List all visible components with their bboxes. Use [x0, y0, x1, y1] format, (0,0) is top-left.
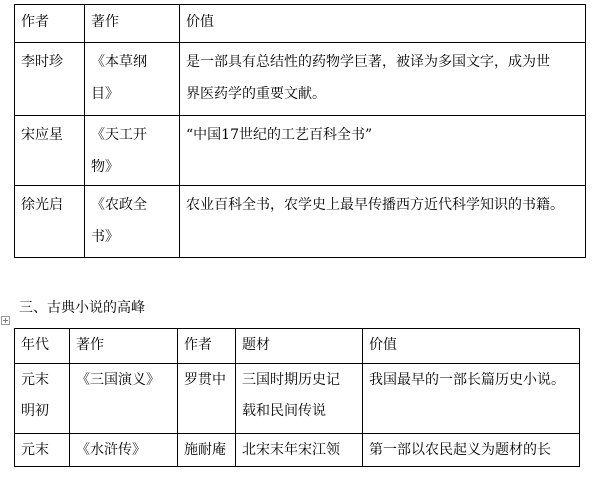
- header-author: 作者: [15, 5, 85, 43]
- header-theme: 题材: [236, 329, 363, 364]
- table-header-row: [15, 329, 580, 364]
- header-value: 价值: [180, 5, 586, 43]
- table-row: [15, 116, 586, 186]
- work-line: 《本草纲: [91, 54, 147, 70]
- author-cell: 徐光启: [15, 186, 85, 258]
- work-cell: [85, 43, 180, 116]
- value-cell: 我国最早的一部长篇历史小说。: [363, 364, 580, 434]
- section-heading: 三、古典小说的高峰: [19, 300, 145, 316]
- work-line: 《天工开: [91, 127, 147, 143]
- work-cell: 《三国演义》: [70, 364, 178, 434]
- scientists-table: [14, 4, 586, 258]
- value-line: 是一部具有总结性的药物学巨著，被译为多国文字，成为世: [186, 54, 550, 70]
- work-cell: 《水浒传》: [70, 434, 178, 467]
- table-row: [15, 434, 580, 467]
- theme-cell: [236, 434, 363, 467]
- theme-line: 载和民间传说: [242, 403, 326, 419]
- value-line: 农业百科全书，农学史上最早传播西方近代科学知识的书籍。: [186, 197, 564, 213]
- header-era: 年代: [15, 329, 70, 364]
- work-line: 《农政全: [91, 197, 147, 213]
- table-move-handle-icon[interactable]: [1, 316, 10, 325]
- work-cell: [85, 116, 180, 186]
- header-work: 著作: [85, 5, 180, 43]
- work-line: 目》: [91, 86, 119, 102]
- value-cell: [180, 43, 586, 116]
- value-cell: [180, 186, 586, 258]
- table-header-row: [15, 5, 586, 43]
- table-row: [15, 43, 586, 116]
- author-cell: 罗贯中: [178, 364, 236, 434]
- value-line: 界医药学的重要文献。: [186, 86, 326, 102]
- header-author: 作者: [178, 329, 236, 364]
- era-line: 元末: [21, 372, 49, 388]
- author-cell: 李时珍: [15, 43, 85, 116]
- value-line: “中国17世纪的工艺百科全书”: [186, 127, 373, 143]
- table-row: [15, 186, 586, 258]
- header-work: 著作: [70, 329, 178, 364]
- work-cell: [85, 186, 180, 258]
- theme-line: 北宋末年宋江领: [242, 442, 340, 458]
- era-cell: [15, 434, 70, 467]
- table-row: [15, 364, 580, 434]
- era-line: 明初: [21, 403, 49, 419]
- work-line: 物》: [91, 159, 119, 175]
- theme-cell: [236, 364, 363, 434]
- era-cell: [15, 364, 70, 434]
- author-cell: 宋应星: [15, 116, 85, 186]
- work-line: 书》: [91, 229, 119, 245]
- novels-table: [14, 328, 580, 467]
- author-cell: 施耐庵: [178, 434, 236, 467]
- value-cell: 第一部以农民起义为题材的长: [363, 434, 580, 467]
- value-cell: [180, 116, 586, 186]
- era-line: 元末: [21, 442, 49, 458]
- header-value: 价值: [363, 329, 580, 364]
- theme-line: 三国时期历史记: [242, 372, 340, 388]
